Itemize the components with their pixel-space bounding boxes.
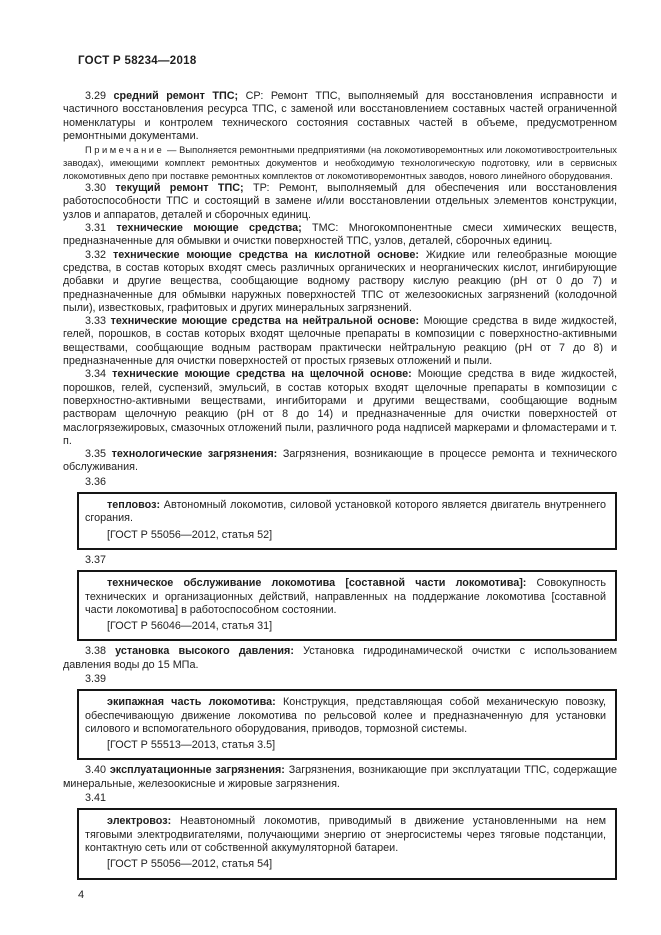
term: текущий ремонт ТПС; — [115, 182, 244, 195]
boxed-definition-3-41 — [77, 808, 617, 879]
term: средний ремонт ТПС; — [113, 90, 239, 102]
clause-3-34 — [63, 368, 617, 448]
term: установка высокого давления: — [115, 645, 294, 658]
clause-number: 3.38 — [85, 645, 107, 658]
clause-3-29 — [63, 90, 617, 143]
clause-number-3-41: 3.41 — [85, 792, 107, 805]
clause-number: 3.31 — [85, 222, 107, 235]
clause-number-3-36: 3.36 — [85, 475, 107, 488]
definition-text: Загрязнения, возникающие в процессе ремонта и технического обслуживания. — [63, 448, 618, 474]
definition-text: Установка гидродинамической очистки с использованием давления воды до 15 МПа. — [63, 645, 618, 671]
clause-number: 3.29 — [85, 90, 107, 102]
clause-number: 3.34 — [85, 368, 107, 381]
box-definition — [85, 499, 606, 526]
box-term: техническое обслуживание локомотива [составной части локомотива]: — [107, 577, 527, 590]
clause-number: 3.33 — [85, 315, 107, 328]
term: технические моющие средства на нейтральной основе: — [110, 315, 420, 328]
box-definition — [85, 815, 606, 855]
note-label: Примечание — [85, 144, 165, 156]
box-text: Конструкция, представляющая собой механическую повозку, обеспечивающую движение локомотива по рельсовой колее и предназначенную для установки силового и вспомогательного оборудования, приводов, тормозной системы. — [85, 696, 607, 735]
box-definition — [85, 696, 606, 736]
clause-number-3-39: 3.39 — [85, 672, 107, 685]
box-definition — [85, 577, 606, 617]
clause-number: 3.32 — [85, 248, 107, 261]
clause-3-31 — [63, 222, 617, 249]
box-text: Автономный локомотив, силовой установкой которого является двигатель внутреннего сгорания. — [85, 499, 606, 525]
box-source: [ГОСТ Р 55056—2012, статья 54] — [107, 858, 273, 871]
note-3-29 — [63, 143, 617, 182]
definition-text: ТР: Ремонт, выполняемый для обеспечения или восстановления работоспособности ТПС и состоящий в замене и/или восстановлении отдельных элементов конструкции, узлов и аппаратов, деталей и сборочных единиц. — [63, 182, 618, 221]
term: эксплуатационные загрязнения: — [109, 764, 285, 777]
clause-number-3-37: 3.37 — [85, 553, 107, 566]
clause-number: 3.35 — [85, 448, 107, 461]
definition-text: ТМС: Многокомпонентные смеси химических веществ, предназначенные для обмывки и очистки поверхностей ТПС, узлов, деталей, сборочных единиц. — [63, 222, 618, 248]
note-text: — Выполняется ремонтными предприятиями (на локомотиворемонтных или локомотивостроительных заводах), имеющими комплект ремонтных документов и необходимую технологическую подготовку, или в сервисных локомотивных депо при поставке ремонтных комплектов от локомотиворемонтных заводов, нового линейного оборудования. — [63, 144, 617, 182]
definition-text: Загрязнения, возникающие при эксплуатации ТПС, содержащие минеральные, железоокисные и жировые загрязнения. — [63, 764, 617, 790]
box-source: [ГОСТ Р 55056—2012, статья 52] — [107, 528, 273, 541]
box-term: экипажная часть локомотива: — [107, 696, 276, 709]
box-text: Неавтономный локомотив, приводимый в движение установленными на нем тяговыми электродвигателями, получающими энергию от энергосистемы через тяговые подстанции, контактную сеть или от собственной аккумуляторной батареи. — [85, 815, 606, 854]
definition-text: СР: Ремонт ТПС, выполняемый для восстановления исправности и частичного восстановления ресурса ТПС, с заменой или восстановлением составных частей ограниченной номенклатуры и контролем технического состояния составных частей в объеме, предусмотренном ремонтными документами. — [63, 90, 617, 142]
clause-3-32 — [63, 249, 617, 315]
boxed-definition-3-37 — [77, 570, 617, 641]
clause-3-40 — [63, 764, 617, 791]
clause-3-30 — [63, 182, 617, 222]
boxed-definition-3-39 — [77, 689, 617, 760]
definition-text: Жидкие или гелеобразные моющие средства, в состав которых входят смесь различных органических и неорганических кислот, ингибирующие добавки и другие вещества, сообщающие водному раствору кислую реакцию (рН от 0 до 7) и предназначенные для обмывки наружных поверхностей ТПС от железоокисных загрязнений (колодочной пыли), известковых, графитовых и других минеральных загрязнений. — [63, 248, 618, 314]
term: технологические загрязнения: — [111, 448, 278, 461]
clause-number: 3.40 — [85, 764, 107, 777]
box-source: [ГОСТ Р 56046—2014, статья 31] — [107, 620, 273, 633]
box-text: Совокупность технических и организационных действий, направленных на поддержание локомотива [составной части локомотива] в работоспособном состоянии. — [85, 577, 606, 616]
page-number: 4 — [78, 888, 85, 901]
clause-number: 3.30 — [85, 182, 107, 195]
boxed-definition-3-36 — [77, 492, 617, 550]
box-term: электровоз: — [107, 815, 172, 828]
clause-3-33 — [63, 315, 617, 368]
definition-text: Моющие средства в виде жидкостей, порошков, гелей, суспензий, эмульсий, в состав которых входят щелочные препараты в композиции с поверхностно-активными веществами, ингибиторами и другими веществами, сообщающие водным растворам щелочную реакцию (рН от 8 до 14) и предназначенные для очистки поверхностей от маслогрязежировых, смазочных отложений пыли, различного рода надписей маркерами и фломастерами и т. п. — [63, 368, 618, 447]
clause-3-38 — [63, 645, 617, 672]
box-source: [ГОСТ Р 55513—2013, статья 3.5] — [107, 739, 276, 752]
document-header: ГОСТ Р 58234—2018 — [78, 55, 197, 67]
definition-text: Моющие средства в виде жидкостей, гелей, порошков, в состав которых входят щелочные препараты в композиции с поверхностно-активными веществами, сообщающие водным растворам практически нейтральную реакцию (рН от 7 до 8) и предназначенные для очистки поверхностей от простых грязевых отложений и пыли. — [63, 315, 618, 368]
clause-3-35 — [63, 448, 617, 475]
term: технические моющие средства на кислотной основе: — [112, 248, 419, 261]
box-term: тепловоз: — [107, 499, 161, 512]
term: технические моющие средства на щелочной основе: — [112, 368, 412, 381]
term: технические моющие средства; — [116, 222, 302, 235]
